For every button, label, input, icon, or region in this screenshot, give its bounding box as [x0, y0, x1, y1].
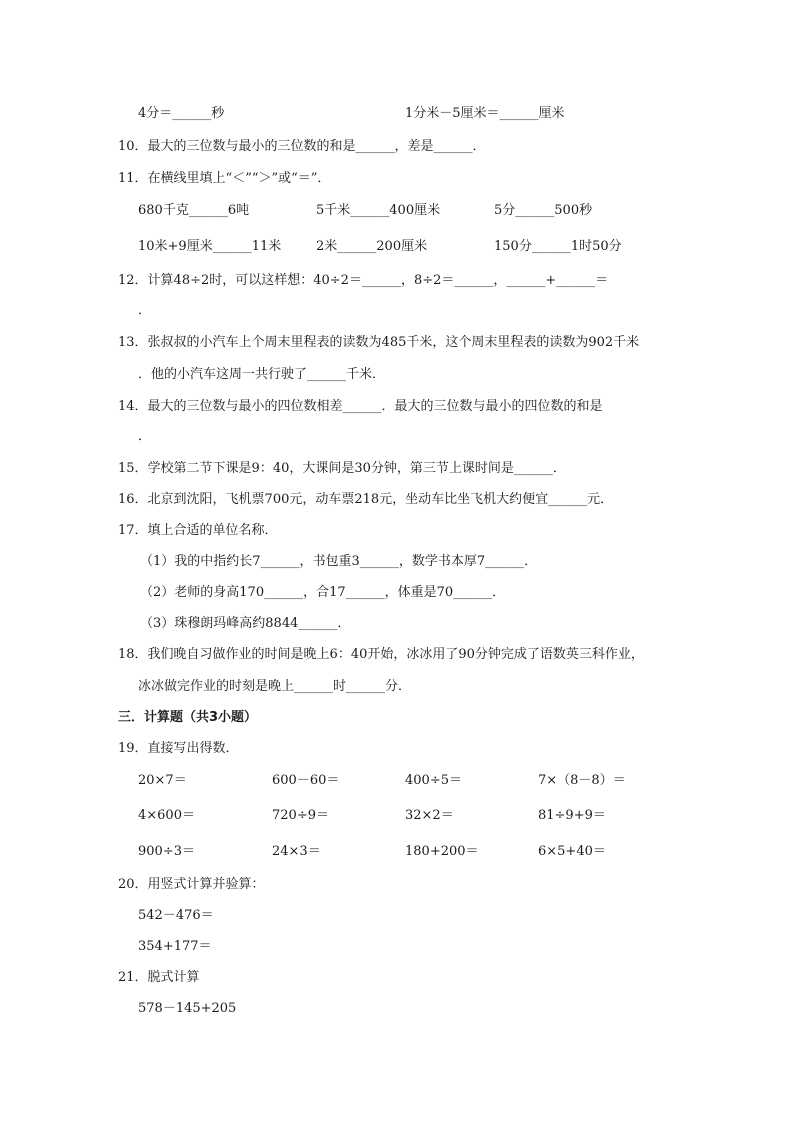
q19-item: 900÷3＝ [138, 844, 195, 859]
question-10: 10．最大的三位数与最小的三位数的和是______，差是______． [118, 139, 486, 154]
q19-item: 20×7＝ [138, 773, 187, 788]
question-12-cont: ． [138, 303, 152, 318]
q11-item: 10米+9厘米______11米 [138, 239, 282, 254]
q11-item: 150分______1时50分 [494, 239, 622, 254]
q9-line-left: 4分＝______秒 [138, 106, 225, 121]
question-21: 21．脱式计算 [118, 970, 200, 985]
q20-item: 354+177＝ [138, 939, 212, 954]
question-17: 17．填上合适的单位名称． [118, 523, 278, 538]
q19-item: 600－60＝ [272, 773, 340, 788]
q19-item: 6×5+40＝ [538, 844, 606, 859]
question-20: 20．用竖式计算并验算： [118, 877, 265, 892]
q19-item: 720÷9＝ [272, 808, 329, 823]
question-18-cont: 冰冰做完作业的时刻是晚上______时______分． [138, 679, 412, 694]
q19-item: 32×2＝ [405, 808, 454, 823]
q21-item: 578－145+205 [138, 1001, 237, 1016]
q19-item: 180+200＝ [405, 844, 479, 859]
q17-part-2: （2）老师的身高170______，合17______，体重是70______． [140, 585, 506, 600]
question-13: 13．张叔叔的小汽车上个周末里程表的读数为485千米，这个周末里程表的读数为902千米 [118, 335, 640, 350]
q19-item: 81÷9+9＝ [538, 808, 606, 823]
q9-line-right: 1分米－5厘米＝______厘米 [405, 106, 565, 121]
q19-item: 24×3＝ [272, 844, 321, 859]
question-11: 11．在横线里填上“＜”“＞”或“＝”． [118, 171, 331, 186]
q20-item: 542－476＝ [138, 908, 214, 923]
question-16: 16．北京到沈阳，飞机票700元，动车票218元，坐动车比坐飞机大约便宜______元． [118, 492, 614, 507]
q19-item: 4×600＝ [138, 808, 195, 823]
q19-item: 7×（8－8）＝ [538, 773, 626, 788]
question-13-cont: ．他的小汽车这周一共行驶了______千米． [138, 367, 386, 382]
q11-item: 2米______200厘米 [316, 239, 428, 254]
q11-item: 680千克______6吨 [138, 203, 250, 218]
q19-item: 400÷5＝ [405, 773, 462, 788]
section-heading: 三．计算题（共3小题） [118, 710, 258, 725]
question-19: 19．直接写出得数． [118, 741, 239, 756]
question-15: 15．学校第二节下课是9：40，大课间是30分钟，第三节上课时间是______． [118, 461, 566, 476]
q11-item: 5分______500秒 [494, 203, 593, 218]
q17-part-3: （3）珠穆朗玛峰高约8844______． [140, 616, 351, 631]
question-14: 14．最大的三位数与最小的四位数相差______．最大的三位数与最小的四位数的和是 [118, 399, 603, 414]
q11-item: 5千米______400厘米 [316, 203, 441, 218]
question-18: 18．我们晚自习做作业的时间是晚上6：40开始，冰冰用了90分钟完成了语数英三科作业， [118, 647, 644, 662]
q17-part-1: （1）我的中指约长7______，书包重3______，数学书本厚7______． [140, 554, 538, 569]
question-14-cont: ． [138, 429, 152, 444]
question-12: 12．计算48÷2时，可以这样想：40÷2＝______，8÷2＝______，______+______＝ [118, 273, 609, 288]
